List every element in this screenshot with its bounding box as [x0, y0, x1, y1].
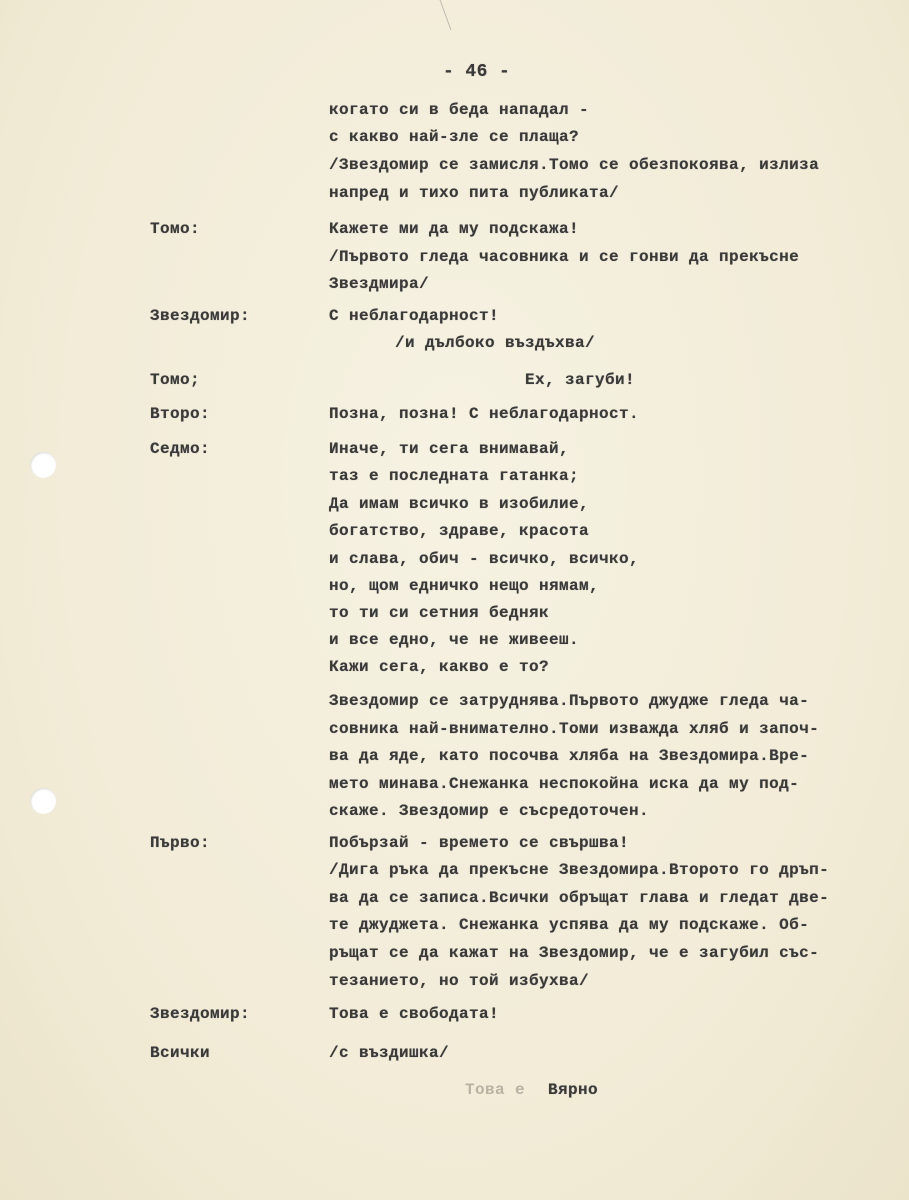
footer-certified-text: Вярно — [548, 1081, 599, 1099]
dialogue-line: Побързай - времето се свършва! — [329, 834, 630, 852]
speaker-name: Първо: — [150, 834, 211, 852]
speaker-name: Томо; — [150, 371, 201, 389]
script-line: когато си в беда нападал - — [329, 101, 590, 119]
speaker-name: Седмо: — [150, 440, 211, 458]
stage-direction: напред и тихо пита публиката/ — [329, 184, 620, 202]
dialogue-line: Позна, позна! С неблагодарност. — [329, 405, 640, 423]
dialogue-line: и все едно, че не живееш. — [329, 631, 580, 649]
dialogue-line: Кажете ми да му подскажа! — [329, 220, 580, 238]
stage-direction: /Първото гледа часовника и се гонви да прекъсне — [329, 248, 800, 266]
footer-faint-text: Това е — [465, 1081, 526, 1099]
dialogue-line: и слава, обич - всичко, всичко, — [329, 550, 640, 568]
dialogue-line: Ех, загуби! — [525, 371, 636, 389]
stage-direction: ръщат се да кажат на Звездомир, че е загубил със- — [329, 944, 820, 962]
speaker-name: Второ: — [150, 405, 211, 423]
dialogue-line: Иначе, ти сега внимавай, — [329, 440, 570, 458]
dialogue-line: Кажи сега, какво е то? — [329, 658, 550, 676]
punch-hole-top — [30, 452, 56, 478]
stage-direction: совника най-внимателно.Томи изважда хляб и започ- — [329, 720, 820, 738]
dialogue-line: таз е последната гатанка; — [329, 467, 580, 485]
dialogue-line: Това е свободата! — [329, 1005, 500, 1023]
dialogue-line: но, щом едничко нещо нямам, — [329, 577, 600, 595]
stage-direction: Звездмира/ — [329, 275, 430, 293]
stage-direction: /Дига ръка да прекъсне Звездомира.Второто го дръп- — [329, 861, 830, 879]
stage-direction: /с въздишка/ — [329, 1044, 450, 1062]
page-number: - 46 - — [443, 62, 511, 82]
stage-direction: /Звездомир се замисля.Томо се обезпокоява, излиза — [329, 156, 820, 174]
stage-direction: тезанието, но той избухва/ — [329, 972, 590, 990]
stage-direction: /и дълбоко въздъхва/ — [395, 334, 596, 352]
speaker-name: Томо: — [150, 220, 201, 238]
dialogue-line: Да имам всичко в изобилие, — [329, 495, 590, 513]
dialogue-line: богатство, здраве, красота — [329, 522, 590, 540]
speaker-name: Звездомир: — [150, 307, 251, 325]
stage-direction: ва да яде, като посочва хляба на Звездомира.Вре- — [329, 747, 810, 765]
stage-direction: те джуджета. Снежанка успява да му подскаже. Об- — [329, 916, 810, 934]
stage-direction: ва да се записа.Всички обръщат глава и гледат две- — [329, 889, 830, 907]
speaker-name: Всички — [150, 1044, 211, 1062]
dialogue-line: то ти си сетния бедняк — [329, 604, 550, 622]
stage-direction: Звездомир се затруднява.Първото джудже гледа ча- — [329, 692, 810, 710]
speaker-name: Звездомир: — [150, 1005, 251, 1023]
stage-direction: мето минава.Снежанка неспокойна иска да му под- — [329, 775, 800, 793]
stage-direction: скаже. Звездомир е съсредоточен. — [329, 802, 650, 820]
paper-crease — [400, 0, 452, 30]
dialogue-line: С неблагодарност! — [329, 307, 500, 325]
script-line: с какво най-зле се плаща? — [329, 128, 580, 146]
punch-hole-bottom — [30, 788, 56, 814]
